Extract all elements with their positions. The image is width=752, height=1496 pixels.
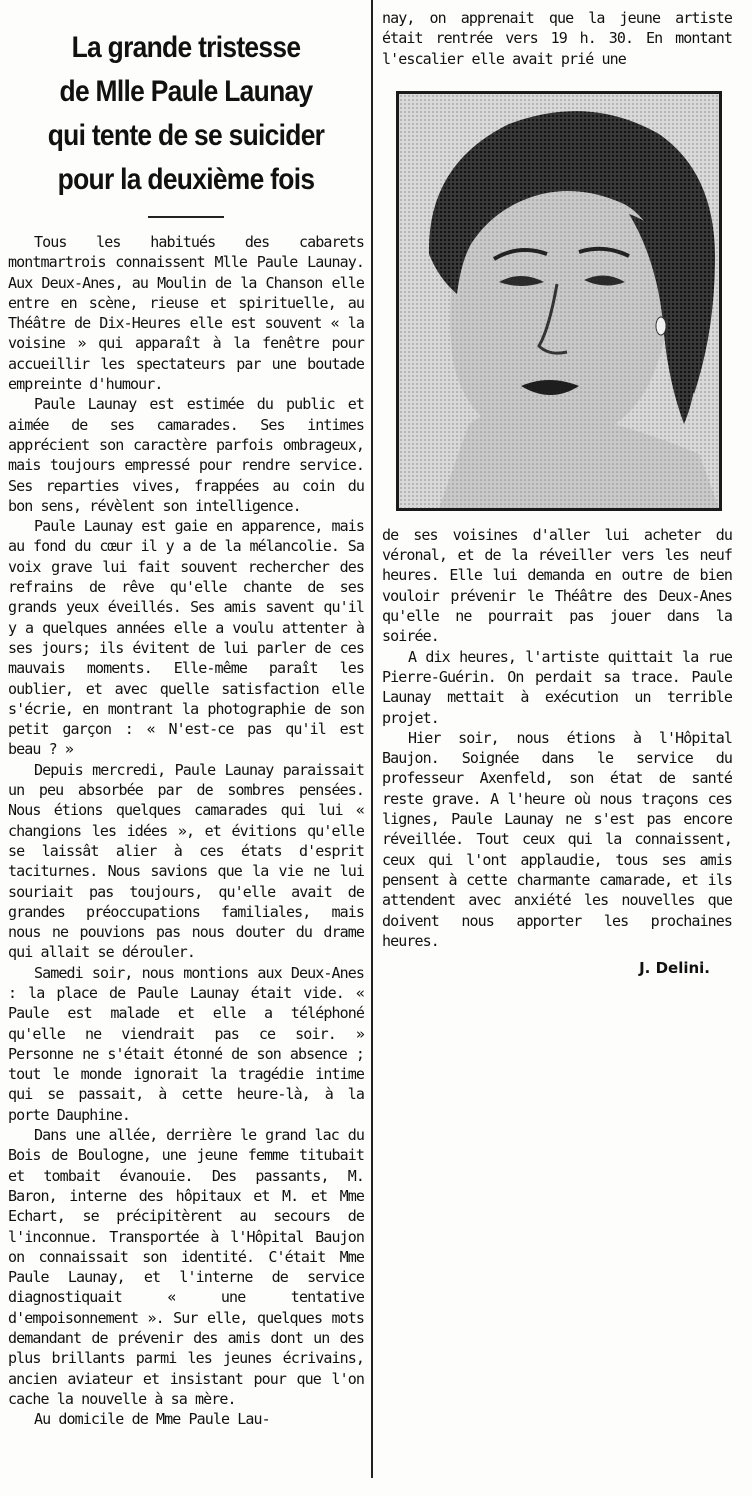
right-column xyxy=(382,8,732,977)
paragraph: de ses voisines d'aller lui acheter du véronal, et de la réveiller vers les neuf heures. Elle lui demanda en outre de bien vouloir prévenir le Théâtre des Deux-Anes qu'elle ne pourrait pas jouer dans la soirée. xyxy=(382,525,732,646)
paragraph-continuation: nay, on apprenait que la jeune artiste était rentrée vers 19 h. 30. En montant l'escalier elle avait prié une xyxy=(382,9,732,68)
paragraph: Tous les habitués des cabarets montmartrois connaissent Mlle Paule Launay. Aux Deux-Anes, au Moulin de la Chanson elle entre en scène, rieuse et spirituelle, au Théâtre de Dix-Heures elle est souvent « la voisine » qui apparaît à la fenêtre pour accueillir les spectateurs par une boutade empreinte d'humour. xyxy=(8,233,364,394)
author-signature: J. Delini. xyxy=(639,959,710,978)
headline-line-2: de Mlle Paule Launay xyxy=(59,75,313,108)
headline-line-1: La grande tristesse xyxy=(71,31,301,64)
headline-divider xyxy=(148,216,224,218)
paragraph: Samedi soir, nous montions aux Deux-Anes : la place de Paule Launay était vide. « Paule est malade et elle a téléphoné qu'elle ne viendrait pas ce soir. » Personne ne s'était étonné de son absence ; tout le monde ignorait la tragédie intime qui se passait, à cette heure-là, à la porte Dauphine. xyxy=(8,963,364,1124)
paragraph: Paule Launay est gaie en apparence, mais au fond du cœur il y a de la mélancolie. Sa voix grave lui fait souvent rechercher des refrains de rêve qu'elle chante de ses grands yeux éveillés. Ses amis savent qu'il y a quelques années elle a voulu attenter à ses jours; ils évitent de lui parler de ces mauvais moments. Elle-même paraît les oublier, et avec quelle satisfaction elle s'écrie, en montrant la photographie de son petit garçon : « N'est-ce pas qu'il est beau ? » xyxy=(8,517,364,759)
article-body-left xyxy=(8,232,364,1430)
paragraph: Depuis mercredi, Paule Launay paraissait un peu absorbée par de sombres pensées. Nous étions quelques camarades qui lui « changions les idées », et évitions qu'elle se laissât alier à ces états d'esprit taciturnes. Nous savions que la vie ne lui souriait pas toujours, qu'elle avait de grandes préoccupations familiales, mais nous ne pouvions pas nous douter du drame qui allait se dérouler. xyxy=(8,760,364,962)
portrait-photo xyxy=(396,91,722,511)
paragraph: Paule Launay est estimée du public et aimée de ses camarades. Ses intimes apprécient son caractère parfois ombrageux, mais toujours empressé pour rendre service. Ses reparties vives, frappées au coin du bon sens, révèlent son intelligence. xyxy=(8,395,364,515)
paragraph: A dix heures, l'artiste quittait la rue Pierre-Guérin. On perdait sa trace. Paule Launay mettait à exécution un terrible projet. xyxy=(382,647,732,727)
headline-line-3: qui tente de se suicider xyxy=(47,119,325,152)
paragraph: Dans une allée, derrière le grand lac du Bois de Boulogne, une jeune femme titubait et tombait évanouie. Des passants, M. Baron, interne des hôpitaux et M. et Mme Echart, se précipitèrent au secours de l'inconnue. Transportée à l'Hôpital Baujon on connaissait son identité. C'était Mme Paule Launay, et l'interne de service diagnostiquait « une tentative d'empoisonnement ». Sur elle, quelques mots demandant de prévenir des amis dont un des plus brillants parmi les jeunes écrivains, ancien aviateur et insistant pour que l'on cache la nouvelle à sa mère. xyxy=(8,1126,364,1408)
paragraph: Hier soir, nous étions à l'Hôpital Baujon. Soignée dans le service du professeur Axenfeld, son état de santé reste grave. A l'heure où nous traçons ces lignes, Paule Launay ne s'est pas encore réveillée. Tout ceux qui la connaissent, ceux qui l'ont applaudie, tous ses amis pensent à cette charmante camarade, et ils attendent avec anxiété les nouvelles que doivent nous apporter les prochaines heures. xyxy=(382,728,732,950)
article-body-right xyxy=(382,525,732,951)
article-headline xyxy=(29,26,342,202)
paragraph: Au domicile de Mme Paule Lau- xyxy=(34,1410,270,1429)
headline-line-4: pour la deuxième fois xyxy=(57,163,315,196)
article-body-right-top xyxy=(382,8,732,69)
portrait-illustration xyxy=(399,94,719,508)
left-column xyxy=(8,18,364,1430)
column-divider xyxy=(371,0,373,1478)
